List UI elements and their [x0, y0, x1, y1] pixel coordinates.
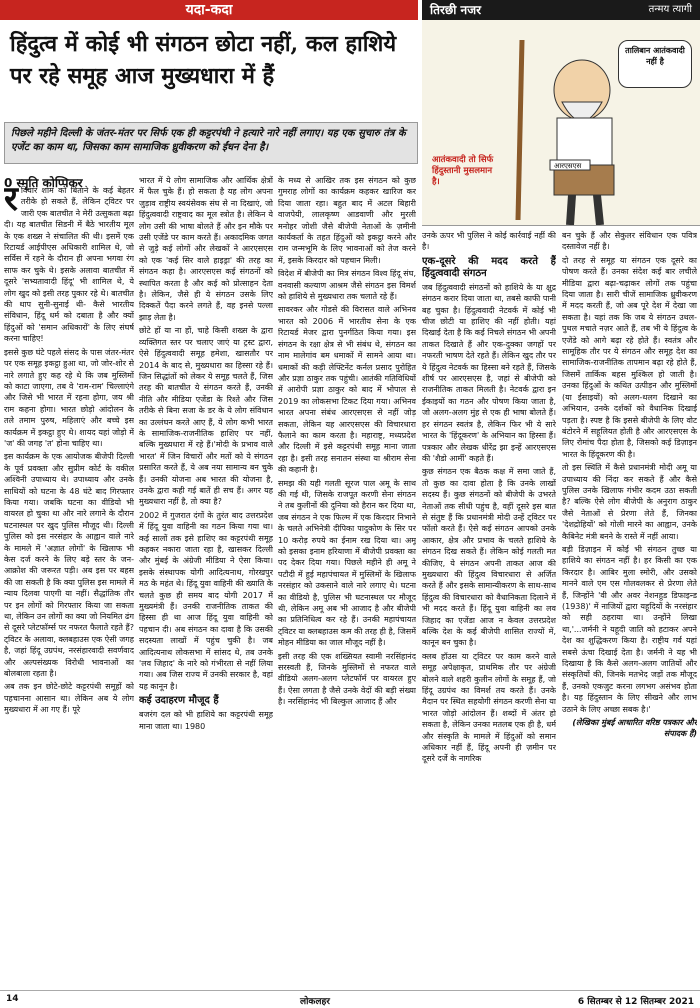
page-footer — [0, 990, 700, 1008]
section-title: यदा-कदा — [185, 2, 233, 18]
paragraph: बन चुके हैं और सेकुलर संविधान एक पवित्र दस्तावेज नहीं है। — [562, 231, 697, 252]
paragraph: इस कार्यक्रम के एक आयोजक बीजेपी दिल्ली के पूर्व प्रवक्ता और सुप्रीम कोर्ट के वकील अश्विनी उपाध्याय थे। उपाध्याय और उनके साथियों को घटना के 48 घंटे बाद गिरफ्तार किया गया। जबकि घटना का वीडियो भी वायरल हो चुका था और नारे लगाने के दौरान घटनास्थल पर खुद पुलिस मौजूद थी। दिल्ली पुलिस को इस नरसंहार के आह्वान वाले नारे के मामले में 'अज्ञात लोगों' के खिलाफ भी केस दर्ज करने के लिए बड़े स्तर के जन-आक्रोश की जरूरत पड़ी। अब इस पर बहस की जा सकती है कि क्या पुलिस इस मामले में न्याय दिलवा पाएगी या नहीं। सैद्धांतिक तौर पर इन लोगों को गिरफ्तार किया जा सकता था, लेकिन उन लोगों का क्या जो नियमित ढंग से दूसरे प्लेटफॉर्म्स पर नफरत फैलाते रहते हैं? ट्विटर के अलावा, क्लबहाउस एक ऐसी जगह है, जहां हिंदू उग्रपंथ, नरसंहारवादी सवर्णवाद और अल्पसंख्यक विरोधी भावनाओं का बोलबाला रहता है। — [4, 452, 134, 679]
paragraph: तो इस स्थिति में कैसे प्रधानमंत्री मोदी अमू या उपाध्याय की निंदा कर सकते हैं और कैसे पुलिस उनके खिलाफ गंभीर कदम उठा सकती है? बल्कि ऐसे लोग बीजेपी के अनुराग ठाकुर जैसे नेताओं से प्रेरणा लेते हैं, जिनका 'देशद्रोहियों' को गोली मारने का आह्वान, उनके कैबिनेट मंत्री बनने के रास्ते में नहीं आया। — [562, 463, 697, 541]
paragraph: के मध्य से आखिर तक इस संगठन को कुछ गुमराह लोगों का कार्यक्रम कहकर खारिज कर दिया जाता रहा। बहुत बाद में अटल बिहारी वाजपेयी, लालकृष्ण आडवाणी और मुरली मनोहर जोशी जैसे बीजेपी नेताओं के ज़मीनी कार्यकर्ता के तहत हिंदुओं को इकट्ठा करने और राम जन्मभूमि के लिए भावनाओं को तेज करने में, इसके किरदार को पहचान मिली। — [278, 176, 416, 265]
section-header — [0, 0, 418, 20]
paragraph: बड़ी डिज़ाइन में कोई भी संगठन तुच्छ या हाशिये का संगठन नहीं है। हर किसी का एक किरदार है। आबिर मुला स्मोरी, और उसको मानने वाले एम एस गोलवलकर से प्रेरणा लेते हैं, जिन्होंने 'वी और अवर नेशनहुड डिफाइन्ड (1938)' में नाजियों द्वारा यहूदियों के नरसंहार को सही ठहराया था। उन्होंने लिखा था,'...जर्मनी ने यहूदी जाति को हटाकर अपने देश का शुद्धिकरण किया है। राष्ट्रीय गर्व यहां सबसे ऊंचा दिखाई देता है। जर्मनी ने यह भी दिखाया है कि कैसे अलग-अलग जातियों और संस्कृतियों की, जिनके मतभेद जड़ों तक मौजूद हैं, उनको एकजुट करना लगभग असंभव होता है। यह हिंदुस्तान के लिए सीखने और लाभ उठाने के लिए अच्छा सबक है।' — [562, 544, 697, 714]
paragraph: क्लब हॉउस या ट्विटर पर काम करने वाले समूह अपेक्षाकृत, प्राथमिक तौर पर अंग्रेजी बोलने वाले शहरी कुलीन लोगों के समूह हैं, जो हिंदू उग्रपंथ का विमर्श तय करते हैं। उनके मैदान पर स्थित सहयोगी संगठन करणी सेना या भारत जोड़ो आंदोलन हैं। शब्दों में अंतर हो सकता है, लेकिन उनका मतलब एक ही है, धर्म और संस्कृति के मामले में हिंदुओं को समान अधिकार नहीं हैं, हिंदू अपनी ही ज़मीन पर दूसरे दर्जे के नागरिक — [422, 651, 556, 764]
paragraph: कुछ संगठन एक बैठक कक्ष में समा जाते हैं, तो कुछ का दावा होता है कि उनके लाखों सदस्य हैं। कुछ संगठनों को बीजेपी के उभरते नेताओं तक सीधी पहुंच है, वहीं दूसरे इस बात से संतुष्ट हैं कि प्रधानमंत्री मोदी उन्हें ट्विटर पर फॉलो करते हैं। ऐसे कई संगठन आपको उनके आकार, क्षेत्र और प्रभाव के चलते हाशिये के संगठन दिख सकते हैं। लेकिन कोई गलती मत कीजिए, ये संगठन अपनी ताकत आज की मुख्यधारा की हिंदुत्व विचारधारा से अर्जित करते हैं और इसके सामान्यीकरण के साथ-साथ हिंदुत्व की विचारधारा को वैधानिकता दिलाने में भी मदद करते हैं। हिंदू युवा वाहिनी का लव जिहाद का एजेंडा आज न केवल उत्तरप्रदेश बल्कि देश के कई बीजेपी शासित राज्यों में, कानून बन चुका है। — [422, 467, 556, 648]
page-number: 14 — [6, 994, 19, 1004]
paragraph: छोटे हों या ना हों, चाहे किसी शख्स के द्वारा व्यक्तिगत स्तर पर चलाए जाएं या ट्रस्ट द्वारा, ऐसे हिंदुत्ववादी समूह हमेशा, खासतौर पर 2014 के बाद से, मुख्यधारा का हिस्सा रहे हैं। जिन सिद्धांतों को लेकर ये समूह चलते हैं, जिस तरह की बातचीत ये संगठन करते हैं, उनकी नीति और मीडिया एजेंडा के रिश्ते और जिस तरीके से बिना सजा के डर के ये लोग संविधान का उल्लंघन करते आए हैं, ये लोग कभी भारत के सामाजिक-राजनीतिक हाशिए पर नहीं, बल्कि मुख्यधारा में रहे हैं।'मोदी के प्रभाव वाले भारत' में जिन विचारों और मतों को ये संगठन प्रसारित करते हैं, ये अब नया सामान्य बन चुके हैं। उनकी योजना अब भारत की योजना है, उनके द्वारा कही गई बातें ही सच हैं। अगर यह मुख्यधारा नहीं है, तो क्या है? — [139, 326, 273, 507]
paragraph: सावरकर और गोडसे की विरासत वाले अभिनव भारत को 2006 में भारतीय सेना के एक रिटायर्ड मेजर द्वारा पुनर्गठित किया गया। इस संगठन के रक्षा क्षेत्र से भी संबंध थे, संगठन का नाम मालेगांव बम धमाकों में सामने आया था। धमाकों की कड़ी लेफ्टिनेंट कर्नल प्रसाद पुरोहित और प्रज्ञा ठाकुर तक पहुंची। आतंकी गतिविधियों में आरोपी प्रज्ञा ठाकुर को बाद में भोपाल से 2019 का लोकसभा टिकट दिया गया। अभिनव भारत अपना संबंध आरएसएस से नहीं जोड़ सकता, लेकिन यह आरएसएस की विचारधारा फैलाने का काम करता है। महाराष्ट्र, मध्यप्रदेश और दिल्ली में इसे कट्टरपंथी समूह माना जाता रहा है। इसी तरह सनातन संस्था या श्रीराम सेना की कहानी है। — [278, 305, 416, 475]
deck: पिछले महीने दिल्ली के जंतर-मंतर पर सिर्फ एक ही कट्टरपंथी ने हत्यारे नारे नहीं लगाए। यह एक सुचारु तंत्र के एजेंट का काम था, जिसका काम सामाजिक ध्रुवीकरण को ईंधन देना है। — [4, 122, 418, 164]
speech-bubble: तालिबान आतंकवादी नहीं है — [618, 40, 692, 88]
drop-cap: र — [4, 185, 18, 219]
author-note: (लेखिका मुंबई आधारित वरिष्ठ पत्रकार और संपादक हैं) — [572, 718, 697, 739]
subheading: एक-दूसरे की मदद करते हैं हिंदुत्ववादी संगठन — [422, 255, 556, 279]
headline: हिंदुत्व में कोई भी संगठन छोटा नहीं, कल हाशिये पर रहे समूह आज मुख्यधारा में हैं — [10, 31, 397, 89]
paragraph: बजरंग दल को भी हाशिये का कट्टरपंथी समूह माना जाता था। 1980 — [139, 710, 273, 731]
paragraph: भारत में ये लोग सामाजिक और आर्थिक क्षेत्रों में फैल चुके हैं। हो सकता है यह लोग अपना जुड़ाव राष्ट्रीय स्वयंसेवक संघ से ना दिखाएं, जो हिंदुत्ववादी राष्ट्रवाद का मूल स्त्रोत है। लेकिन ये लोग उसी की भाषा बोलते हैं और इन मौके पर उसी एजेंडे पर काम करते हैं। अकादमिक जगत से जुड़े कई लोगों और लेखकों ने आरएसएस को एक 'कई सिर वाले हाइड्रा' की तरह का संगठन कहा है। आरएसएस कई संगठनों को स्थापित करता है और कई को प्रोत्साहन देता है। लेकिन, जैसे ही ये संगठन उसके लिए दिक्कतें पैदा करने लगते हैं, वह इनसे पल्ला झाड़ लेता है। — [139, 176, 273, 322]
paragraph: विदेश में बीजेपी का मित्र संगठन विश्व हिंदू संघ, वनवासी कल्याण आश्रम जैसे संगठन इस विमर्श को हाशिये से मुख्यधारा तक चलाते रहे हैं। — [278, 269, 416, 302]
column-5 — [562, 230, 697, 985]
cartoon-title: तिरछी नजर — [430, 3, 482, 17]
issue-date: 6 सितम्बर से 12 सितम्बर 2021 — [577, 997, 694, 1007]
paragraph: जब हिंदुत्ववादी संगठनों को हाशिये के या क्षुद्र संगठन करार दिया जाता था, तबसे काफी पानी बह चुका है। हिंदुत्ववादी नेटवर्क में कोई भी चीज छोटी या हाशिए की नहीं होती। यहां दिखाई देता है कि कई निचले संगठन भी अपनी ताकत दिखाते हैं और एक-दुक्का जगहों पर नफरती भाषण देते रहते हैं। लेकिन खुद तौर पर ये हिंदुत्व नेटवर्क का हिस्सा बने रहते हैं, जिसके शीर्ष पर आरएसएस है, जहां से बीजेपी को राजनीतिक ताकत मिलती है। नेटवर्क द्वारा इन ईकाइयों का गठन और पोषण किया जाता है, जो अलग-अलग मुंह से एक ही भाषा बोलते हैं। हर संगठन स्वतंत्र है, लेकिन फिर भी ये सारे भारत के 'हिंदूकरण' के अभियान का हिस्सा हैं। पत्रकार और लेखक धीरेंद्र झा इन्हें आरएसएस की 'शैडो आर्मी' कहते हैं। — [422, 282, 556, 463]
paragraph: इसी तरह की एक शख्सियत स्वामी नरसिंहानंद सरस्वती हैं, जिनके मुस्लिमों से नफरत वाले वीडियो अलग-अलग प्लेटफॉर्म पर वायरल हुए हैं। ऐसा लगता है जैसे उनके वेदों की बड़ी संख्या है। नरसिंहानंद भी बिल्कुल आजाद हैं और — [278, 651, 416, 707]
newspaper-name: लोकलहर — [300, 997, 330, 1007]
paragraph: 2002 में गुजरात दंगों के तुरंत बाद उत्तरप्रदेश में हिंदू युवा वाहिनी का गठन किया गया था। कई सालों तक इसे हाशिए का कट्टरपंथी समूह कहकर नकारा जाता रहा है, खासकर दिल्ली और मुंबई के अंग्रेजी मीडिया ने ऐसा किया। इसके संस्थापक योगी आदित्यनाथ, गोरखपुर मठ के महंत थे। हिंदू युवा वाहिनी की ख्याति के चलते कुछ ही समय बाद योगी 2017 में मुख्यमंत्री हैं। उनकी राजनीतिक ताकत की हिस्सा ही था आज हिंदू युवा वाहिनी को पहचान दी। अब संगठन का दावा है कि उसकी सदस्यता लाखों में पहुंच चुकी है। जब आदित्यनाथ लोकसभा में सांसद थे, तब उनके 'लव जिहाद' के नारे को गंभीरता से नहीं लिया गया। अब जिस राज्य में उनकी सरकार है, वहां यह कानून है। — [139, 510, 273, 691]
byline: 0 स्मृति कोप्पिकर — [4, 176, 83, 190]
cartoon-sign: आरएसएस — [554, 162, 582, 170]
paragraph: इससे कुछ घंटे पहले संसद के पास जंतर-मंतर पर एक समूह इकट्ठा हुआ था, जो जोर-शोर से नारे लगाते हुए कह रहे थे कि जब मुस्लिमों को काटा जाएगा, तब वे 'राम-राम' चिल्लाएंगे और जिसे भी भारत में रहना होगा, जय श्री राम कहना होगा। भारत छोड़ो आंदोलन के तले तमाम पुरुष, महिलाएं और बच्चे इस कार्यक्रम में इकट्ठा हुए थे। शायद यहां जोड़ो में 'ज' की जगह 'त' होना चाहिए था। — [4, 347, 134, 448]
column-3 — [278, 175, 416, 985]
cartoon-caption: आतंकवादी तो सिर्फ हिंदुस्तानी मुसलमान है। — [432, 155, 494, 187]
paragraph: समझ की यही गलती सूरज पाल अमू के साथ की गई थी, जिसके राजपूत करणी सेना संगठन ने तब कुलीनों की दुनिया को हैरान कर दिया था, जब संगठन ने एक फिल्म में एक किरदार निभाने के चलते अभिनेत्री दीपिका पादुकोण के सिर पर 10 करोड़ रुपये का ईनाम रख दिया था। अमू को इसका इनाम हरियाणा में बीजेपी प्रवक्ता का पद देकर दिया गया। पिछले महीने ही अमू ने पटौदी में हुई महापंचायत में मुस्लिमों के खिलाफ नरसंहार को उकसाने वाले नारे लगाए थे। घटना का वीडियो है, पुलिस भी घटनास्थल पर मौजूद थी, लेकिन अमू अब भी आजाद है और बीजेपी का प्रतिनिधित्व कर रहे हैं। उनकी महापंचायत ट्विटर या क्लबहाउस कम की तरह ही है, जिसमें मोहन मीडिया का जाल मौजूद नहीं है। — [278, 478, 416, 648]
paragraph: उनके ऊपर भी पुलिस ने कोई कार्रवाई नहीं की है। — [422, 231, 556, 252]
paragraph: दो तरह से समूह या संगठन एक दूसरे का पोषण करते हैं। उनका संदेश कई बार लचीले मीडिया द्वारा बढ़ा-चढ़ाकर लोगों तक पहुंचा दिया जाता है। सारी चीजें सामाजिक ध्रुवीकरण में मदद करती हैं, जो अब पूरे देश में देखा जा सकता है। यहां तक कि जब ये संगठन उथल-पुथल मचाते नज़र आते हैं, तब भी ये हिंदुत्व के एजेंडे को आगे बढ़ा रहे होते हैं। स्वतंत्र और सामूहिक तौर पर ये संगठन और समूह देश का सामाजिक-राजनीतिक तापमान बढ़ा रहे होते हैं, जिसमें तार्किक बहस मुश्किल हो जाती है। उनका हिंदुओं के कथित उत्पीड़न और मुस्लिमों (या ईसाइयों) को अलग-थलग दिखाने का अभियान, उनके दर्शकों को वैधानिक दिखाई पड़ता है। स्पष्ट है कि इससे बीजेपी के लिए वोट बंटोरने में सहूलियत होती है और आरएसएस के लिए रोमांच पैदा होता है, जिसको कई डिज़ाइन भारत के हिंदूकरण की है। — [562, 255, 697, 459]
column-2 — [139, 175, 273, 985]
cartoonist-name: तन्मय त्यागी — [648, 4, 692, 15]
paragraph: अब तक इन छोटे-छोटे कट्टरपंथी समूहों को पहचानना आसान था। लेकिन अब ये लोग मुख्यधारा में आ गए हैं। पूरे — [4, 682, 134, 715]
cartoon-header — [422, 0, 700, 20]
column-4 — [422, 230, 556, 985]
subheading: कई उदाहरण मौजूद हैं — [139, 695, 219, 707]
column-1 — [4, 185, 134, 985]
paragraph: रविवार शाम को बिताने के कई बेहतर तरीके हो सकते हैं, लेकिन ट्विटर पर जारी एक बातचीत ने मेरी उत्सुकता बढ़ा दी। यह बातचीत सिडनी में बैठे भारतीय मूल के एक शख्स ने संचालित की थी। इसमें एक रिटायर्ड आईपीएस अधिकारी शामिल थे, जो सर्विस में रहने के दौरान ही अपना भगवा रंग साफ कर चुके थे। इसके अलावा बातचीत में दूसरे 'सभ्यतावादी हिंदू' भी शामिल थे, ये लोग खुद को इसी तरह पुकार रहे थे। बातचीत की थाप सुनी-सुनाई थी- कैसे भारतीय संविधान, हिंदू धर्म को दबाता है और क्यों हिंदुओं को 'समान अधिकारों' के लिए संघर्ष करना चाहिए! — [4, 185, 134, 344]
